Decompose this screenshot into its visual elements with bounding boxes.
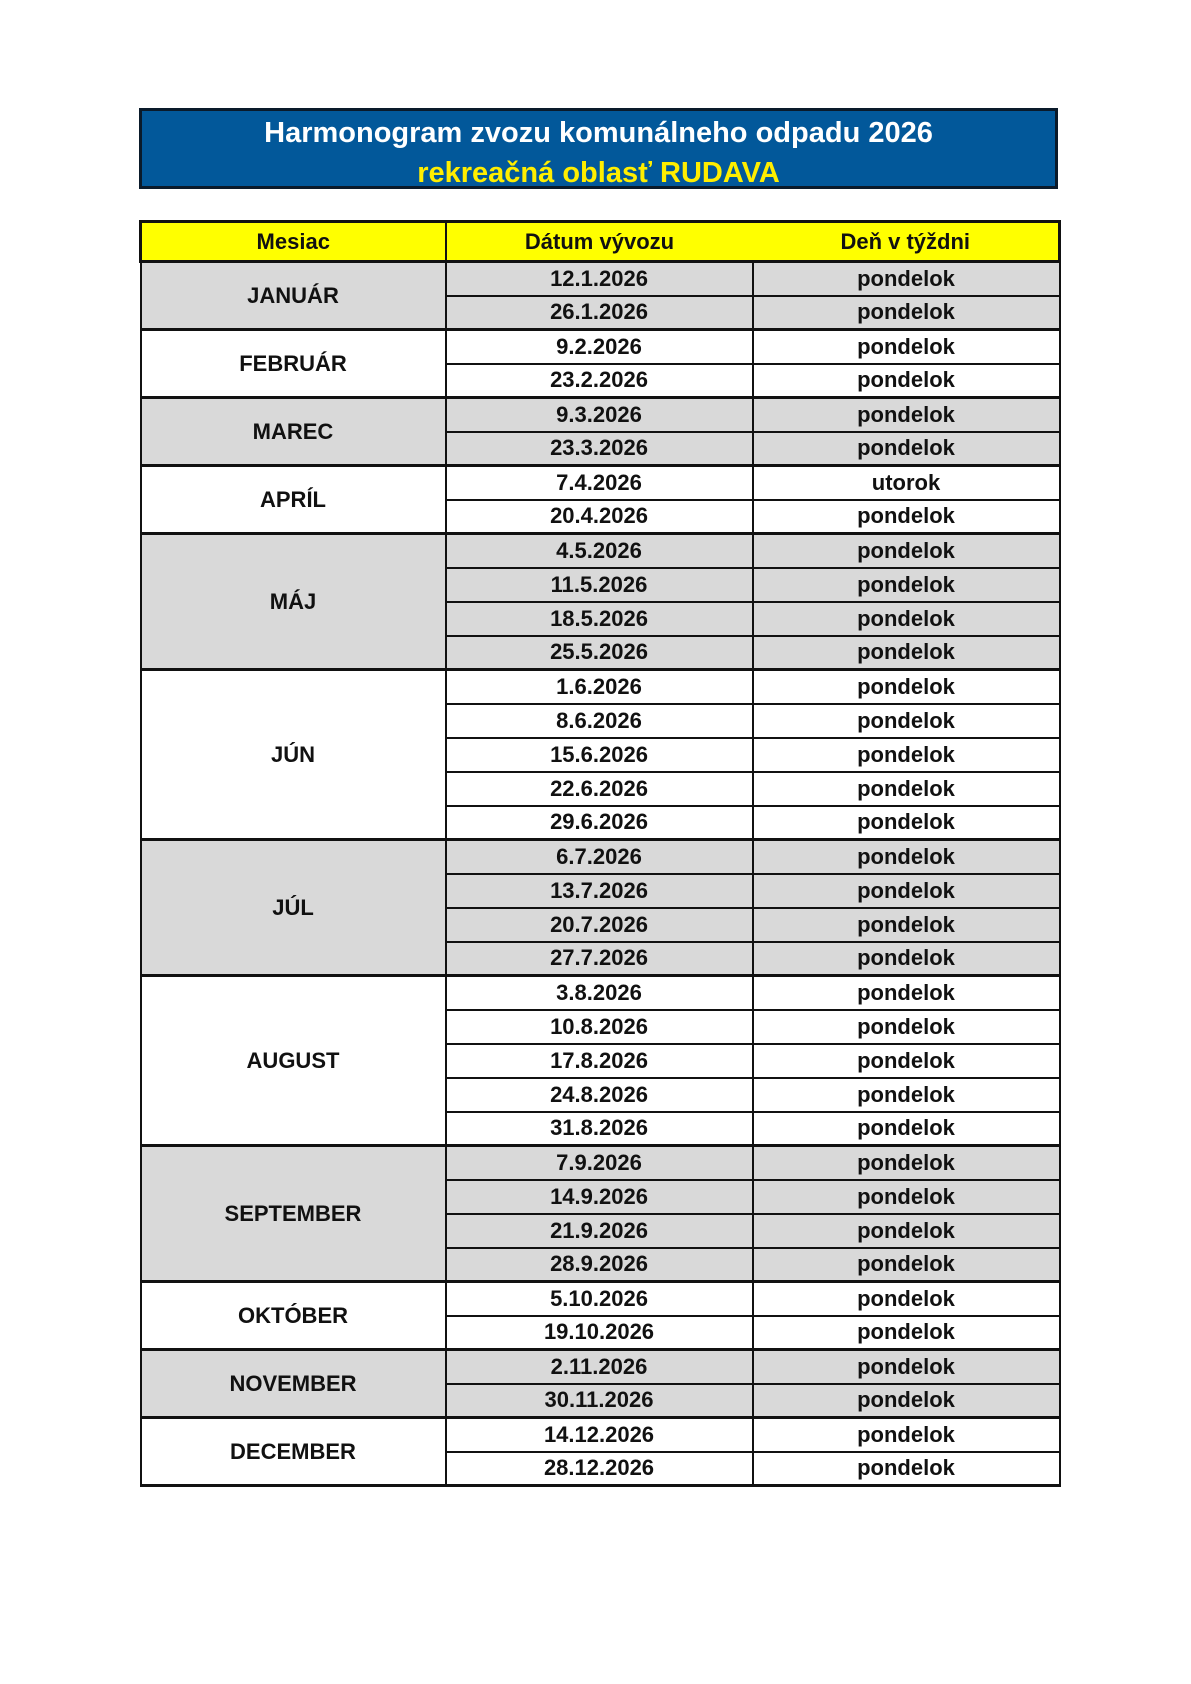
weekday-cell: pondelok [753,1248,1060,1282]
weekday-cell: pondelok [753,976,1060,1010]
weekday-cell: pondelok [753,704,1060,738]
weekday-cell: pondelok [753,840,1060,874]
date-cell: 26.1.2026 [446,296,753,330]
column-header-date: Dátum vývozu [446,222,753,262]
weekday-cell: pondelok [753,1078,1060,1112]
weekday-cell: pondelok [753,364,1060,398]
date-cell: 31.8.2026 [446,1112,753,1146]
month-cell: DECEMBER [141,1418,446,1486]
weekday-cell: pondelok [753,432,1060,466]
date-cell: 3.8.2026 [446,976,753,1010]
date-cell: 24.8.2026 [446,1078,753,1112]
table-row [141,670,1060,704]
table-row [141,330,1060,364]
date-cell: 1.6.2026 [446,670,753,704]
month-cell: MÁJ [141,534,446,670]
weekday-cell: pondelok [753,1384,1060,1418]
weekday-cell: pondelok [753,942,1060,976]
month-cell: FEBRUÁR [141,330,446,398]
weekday-cell: pondelok [753,1418,1060,1452]
page-subtitle: rekreačná oblasť RUDAVA [417,157,780,189]
date-cell: 4.5.2026 [446,534,753,568]
weekday-cell: pondelok [753,568,1060,602]
month-cell: AUGUST [141,976,446,1146]
title-banner [139,108,1058,189]
date-cell: 28.9.2026 [446,1248,753,1282]
weekday-cell: pondelok [753,772,1060,806]
date-cell: 19.10.2026 [446,1316,753,1350]
month-cell: JÚN [141,670,446,840]
date-cell: 20.4.2026 [446,500,753,534]
weekday-cell: pondelok [753,500,1060,534]
date-cell: 29.6.2026 [446,806,753,840]
month-cell: OKTÓBER [141,1282,446,1350]
month-cell: APRÍL [141,466,446,534]
table-row [141,466,1060,500]
column-header-month: Mesiac [141,222,446,262]
date-cell: 7.4.2026 [446,466,753,500]
weekday-cell: pondelok [753,1146,1060,1180]
weekday-cell: pondelok [753,534,1060,568]
table-row [141,262,1060,296]
date-cell: 21.9.2026 [446,1214,753,1248]
weekday-cell: pondelok [753,1282,1060,1316]
date-cell: 5.10.2026 [446,1282,753,1316]
date-cell: 30.11.2026 [446,1384,753,1418]
date-cell: 13.7.2026 [446,874,753,908]
weekday-cell: pondelok [753,296,1060,330]
date-cell: 23.2.2026 [446,364,753,398]
weekday-cell: utorok [753,466,1060,500]
weekday-cell: pondelok [753,1350,1060,1384]
table-header-row [141,222,1060,262]
table-row [141,1146,1060,1180]
table-row [141,1282,1060,1316]
weekday-cell: pondelok [753,738,1060,772]
weekday-cell: pondelok [753,806,1060,840]
month-cell: NOVEMBER [141,1350,446,1418]
date-cell: 27.7.2026 [446,942,753,976]
date-cell: 14.9.2026 [446,1180,753,1214]
page-title: Harmonogram zvozu komunálneho odpadu 2026 [264,117,933,149]
column-header-day: Deň v týždni [753,222,1060,262]
table-row [141,1418,1060,1452]
date-cell: 7.9.2026 [446,1146,753,1180]
weekday-cell: pondelok [753,1316,1060,1350]
weekday-cell: pondelok [753,602,1060,636]
date-cell: 12.1.2026 [446,262,753,296]
weekday-cell: pondelok [753,636,1060,670]
weekday-cell: pondelok [753,1214,1060,1248]
weekday-cell: pondelok [753,1452,1060,1486]
date-cell: 20.7.2026 [446,908,753,942]
month-cell: MAREC [141,398,446,466]
schedule-body [141,262,1060,1486]
date-cell: 17.8.2026 [446,1044,753,1078]
weekday-cell: pondelok [753,670,1060,704]
weekday-cell: pondelok [753,874,1060,908]
date-cell: 11.5.2026 [446,568,753,602]
date-cell: 25.5.2026 [446,636,753,670]
weekday-cell: pondelok [753,908,1060,942]
date-cell: 14.12.2026 [446,1418,753,1452]
date-cell: 18.5.2026 [446,602,753,636]
date-cell: 10.8.2026 [446,1010,753,1044]
date-cell: 6.7.2026 [446,840,753,874]
month-cell: JANUÁR [141,262,446,330]
weekday-cell: pondelok [753,398,1060,432]
table-row [141,534,1060,568]
month-cell: JÚL [141,840,446,976]
weekday-cell: pondelok [753,1112,1060,1146]
table-row [141,1350,1060,1384]
schedule-table [139,220,1061,1487]
date-cell: 9.2.2026 [446,330,753,364]
date-cell: 8.6.2026 [446,704,753,738]
table-row [141,976,1060,1010]
table-row [141,398,1060,432]
date-cell: 15.6.2026 [446,738,753,772]
weekday-cell: pondelok [753,330,1060,364]
weekday-cell: pondelok [753,1180,1060,1214]
date-cell: 23.3.2026 [446,432,753,466]
weekday-cell: pondelok [753,1010,1060,1044]
date-cell: 2.11.2026 [446,1350,753,1384]
date-cell: 22.6.2026 [446,772,753,806]
date-cell: 28.12.2026 [446,1452,753,1486]
date-cell: 9.3.2026 [446,398,753,432]
weekday-cell: pondelok [753,262,1060,296]
month-cell: SEPTEMBER [141,1146,446,1282]
weekday-cell: pondelok [753,1044,1060,1078]
table-row [141,840,1060,874]
